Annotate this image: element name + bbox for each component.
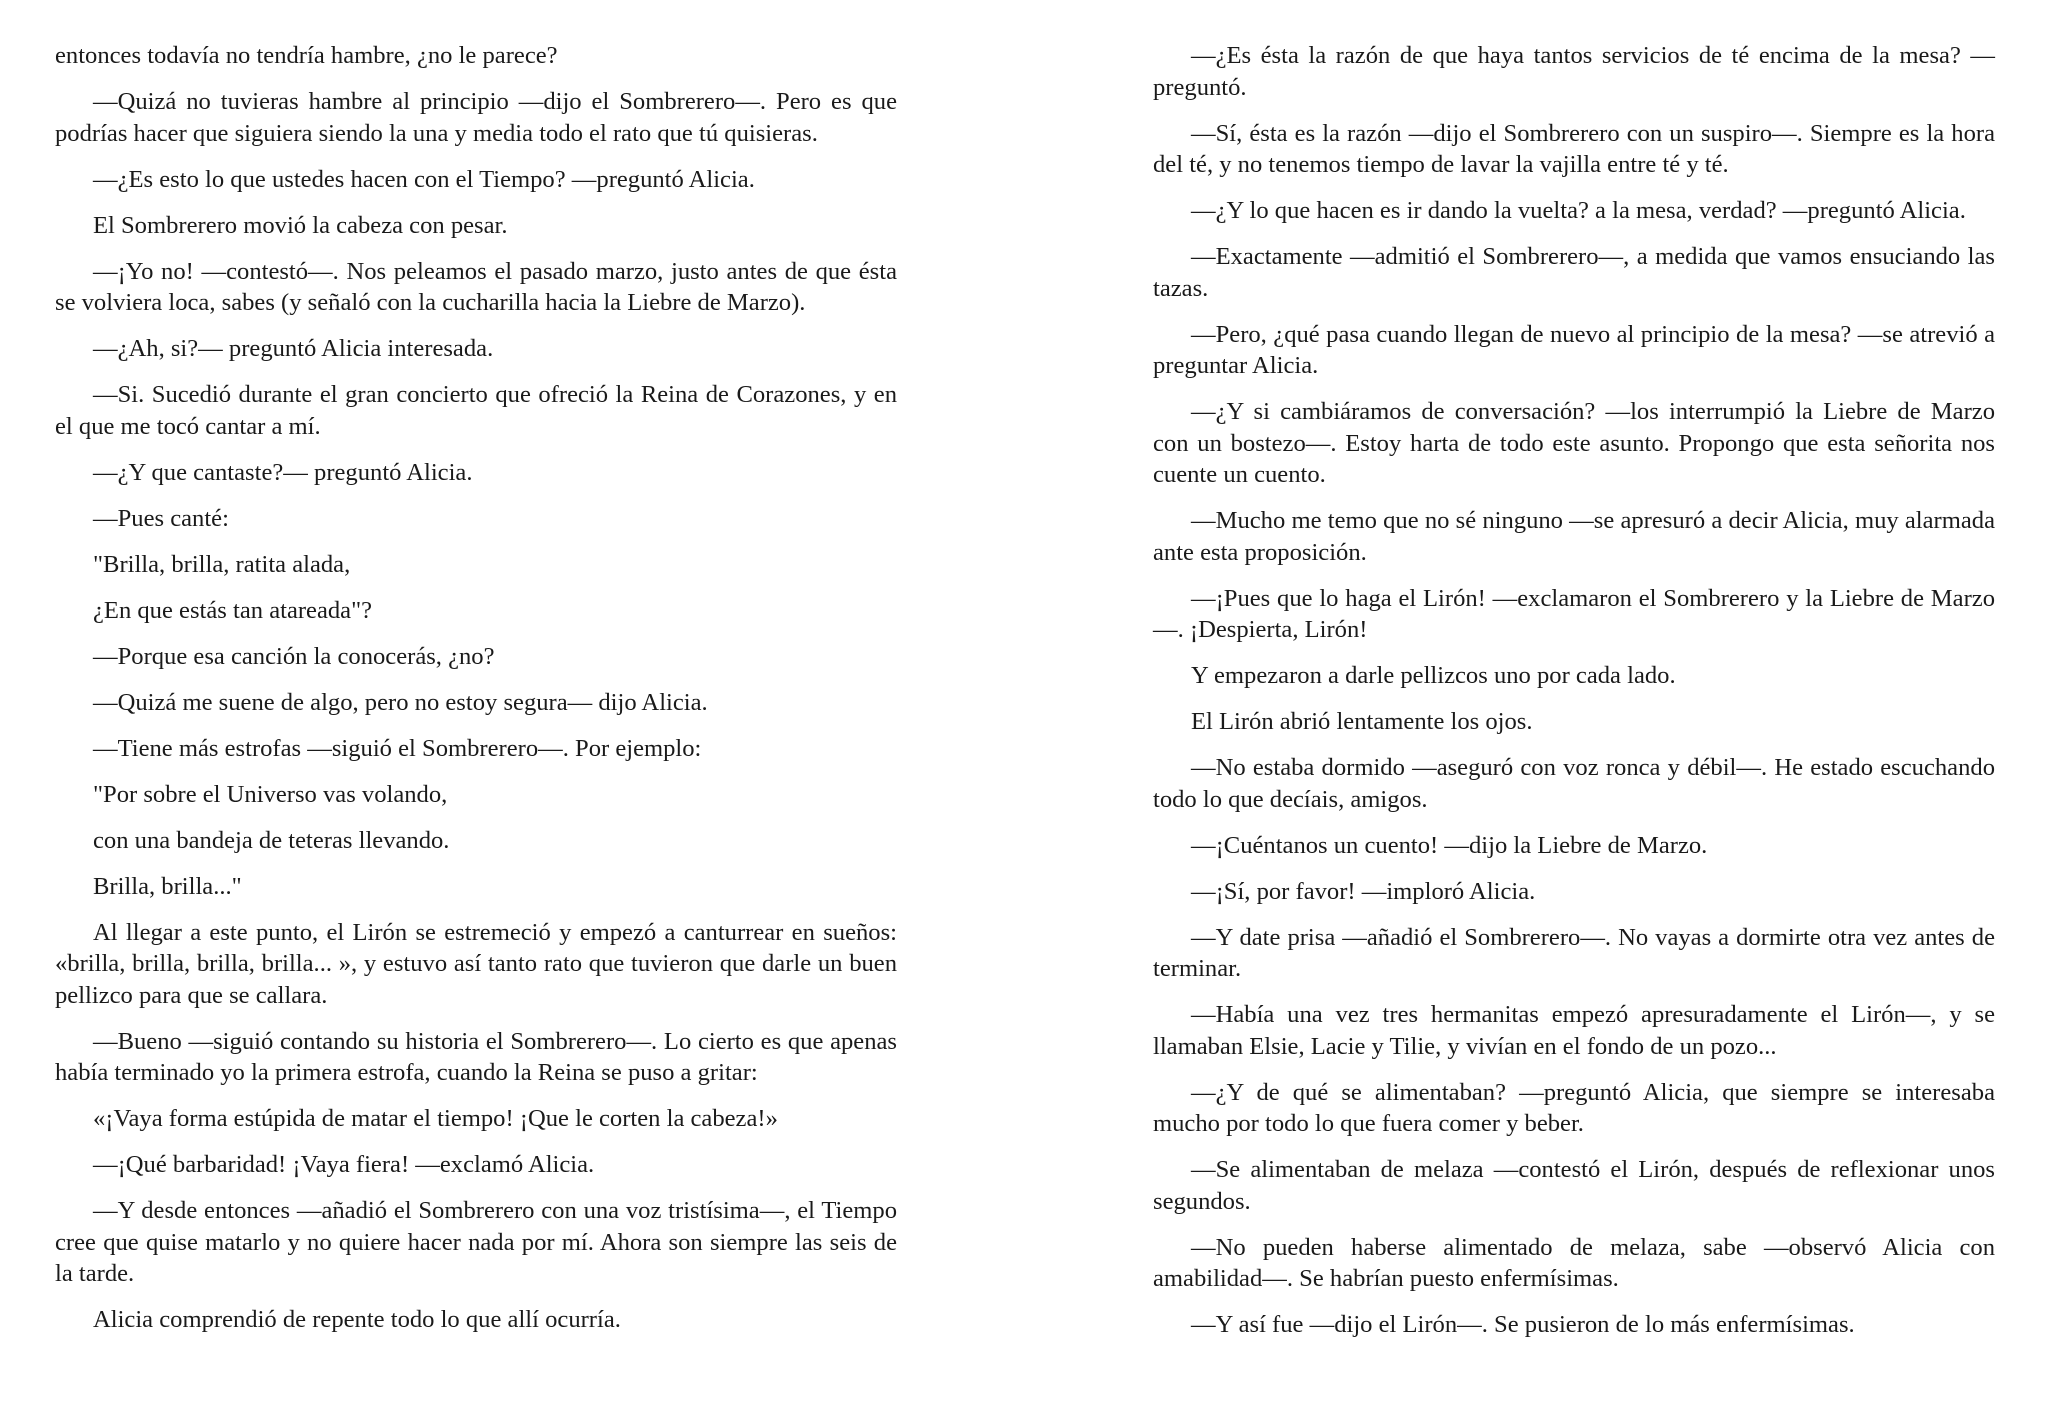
paragraph: —¿Y de qué se alimentaban? —preguntó Alicia, que siempre se interesaba mucho por todo lo que fuera comer y beber. <box>1153 1078 1995 1137</box>
paragraph: —No pueden haberse alimentado de melaza, sabe —observó Alicia con amabilidad—. Se habrían puesto enfermísimas. <box>1153 1233 1995 1292</box>
verse-line: "Por sobre el Universo vas volando, <box>93 780 448 808</box>
paragraph: «¡Vaya forma estúpida de matar el tiempo! ¡Que le corten la cabeza!» <box>93 1105 778 1132</box>
paragraph: —¡Cuéntanos un cuento! —dijo la Liebre de Marzo. <box>1191 831 1708 859</box>
paragraph: —Exactamente —admitió el Sombrerero—, a medida que vamos ensuciando las tazas. <box>1153 243 1995 302</box>
paragraph: —¿Y que cantaste?— preguntó Alicia. <box>93 458 473 486</box>
paragraph: —Y así fue —dijo el Lirón—. Se pusieron de lo más enfermísimas. <box>1191 1311 1855 1338</box>
right-page <box>1153 40 1995 1355</box>
paragraph: entonces todavía no tendría hambre, ¿no le parece? <box>55 42 558 69</box>
paragraph: —Sí, ésta es la razón —dijo el Sombrerero con un suspiro—. Siempre es la hora del té, y no tenemos tiempo de lavar la vajilla entre té y té. <box>1153 119 1995 178</box>
left-page <box>55 40 897 1350</box>
paragraph: —¿Ah, si?— preguntó Alicia interesada. <box>93 335 494 362</box>
verse-line: "Brilla, brilla, ratita alada, <box>93 550 351 578</box>
paragraph: —¿Y si cambiáramos de conversación? —los interrumpió la Liebre de Marzo con un bostezo—. Estoy harta de todo este asunto. Propongo que esta señorita nos cuente un cuento. <box>1153 398 1995 488</box>
paragraph: —Mucho me temo que no sé ninguno —se apresuró a decir Alicia, muy alarmada ante esta proposición. <box>1153 507 1995 566</box>
paragraph: El Sombrerero movió la cabeza con pesar. <box>93 211 508 239</box>
paragraph: —Y desde entonces —añadió el Sombrerero con una voz tristísima—, el Tiempo cree que quise matarlo y no quiere hacer nada por mí. Ahora son siempre las seis de la tarde. <box>55 1197 897 1287</box>
paragraph: —¡Yo no! —contestó—. Nos peleamos el pasado marzo, justo antes de que ésta se volviera loca, sabes (y señaló con la cucharilla hacia la Liebre de Marzo). <box>55 257 897 316</box>
paragraph: —Quizá no tuvieras hambre al principio —dijo el Sombrerero—. Pero es que podrías hacer que siguiera siendo la una y media todo el rato que tú quisieras. <box>55 88 897 147</box>
paragraph: Al llegar a este punto, el Lirón se estremeció y empezó a canturrear en sueños: «brilla, brilla, brilla, brilla... », y estuvo así tanto rato que tuvieron que darle un buen pellizco para que se callara. <box>55 918 897 1009</box>
paragraph: —Bueno —siguió contando su historia el Sombrerero—. Lo cierto es que apenas había terminado yo la primera estrofa, cuando la Reina se puso a gritar: <box>55 1027 897 1086</box>
paragraph: —¡Pues que lo haga el Lirón! —exclamaron el Sombrerero y la Liebre de Marzo—. ¡Despierta, Lirón! <box>1153 584 1995 643</box>
paragraph: —¿Y lo que hacen es ir dando la vuelta? a la mesa, verdad? —preguntó Alicia. <box>1191 197 1966 224</box>
paragraph: —Pero, ¿qué pasa cuando llegan de nuevo al principio de la mesa? —se atrevió a preguntar Alicia. <box>1153 320 1995 379</box>
verse-line: con una bandeja de teteras llevando. <box>93 826 450 854</box>
paragraph: —¿Es esto lo que ustedes hacen con el Tiempo? —preguntó Alicia. <box>93 165 755 193</box>
verse-line: ¿En que estás tan atareada"? <box>93 596 373 624</box>
paragraph: El Lirón abrió lentamente los ojos. <box>1191 708 1533 735</box>
paragraph: —Había una vez tres hermanitas empezó apresuradamente el Lirón—, y se llamaban Elsie, Lacie y Tilie, y vivían en el fondo de un pozo... <box>1153 1001 1995 1060</box>
paragraph: —Y date prisa —añadió el Sombrerero—. No vayas a dormirte otra vez antes de terminar. <box>1153 923 1995 982</box>
paragraph: —Pues canté: <box>93 504 229 532</box>
paragraph: —Tiene más estrofas —siguió el Sombrerero—. Por ejemplo: <box>93 734 702 762</box>
paragraph: —¿Es ésta la razón de que haya tantos servicios de té encima de la mesa? —preguntó. <box>1153 42 1995 101</box>
paragraph: —Se alimentaban de melaza —contestó el Lirón, después de reflexionar unos segundos. <box>1153 1156 1995 1215</box>
paragraph: Y empezaron a darle pellizcos uno por cada lado. <box>1191 662 1676 689</box>
paragraph: —Quizá me suene de algo, pero no estoy segura— dijo Alicia. <box>93 688 708 716</box>
paragraph: —Si. Sucedió durante el gran concierto que ofreció la Reina de Corazones, y en el que me tocó cantar a mí. <box>55 381 897 440</box>
paragraph: —¡Qué barbaridad! ¡Vaya fiera! —exclamó Alicia. <box>93 1151 595 1178</box>
paragraph: Alicia comprendió de repente todo lo que allí ocurría. <box>93 1306 621 1333</box>
paragraph: —Porque esa canción la conocerás, ¿no? <box>93 642 495 670</box>
paragraph: —¡Sí, por favor! —imploró Alicia. <box>1191 877 1536 905</box>
verse-line: Brilla, brilla..." <box>93 872 242 900</box>
paragraph: —No estaba dormido —aseguró con voz ronca y débil—. He estado escuchando todo lo que decíais, amigos. <box>1153 754 1995 813</box>
